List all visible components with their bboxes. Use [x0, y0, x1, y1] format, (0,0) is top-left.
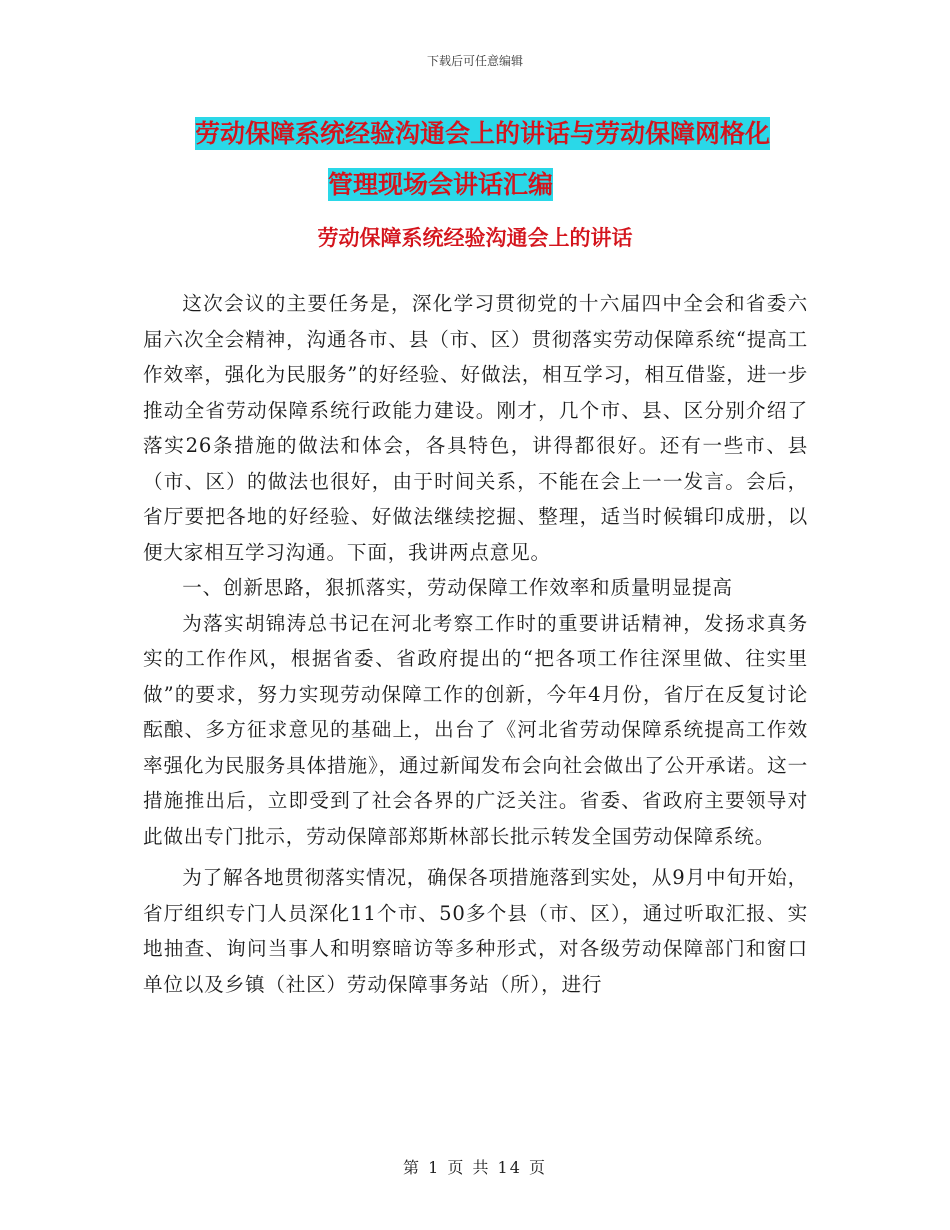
paragraph-3: 为落实胡锦涛总书记在河北考察工作时的重要讲话精神，发扬求真务实的工作作风，根据省委、省政府提出的“把各项工作往深里做、往实里做”的要求，努力实现劳动保障工作的创新，今年4月份，省厅在反复讨论酝酿、多方征求意见的基础上，出台了《河北省劳动保障系统提高工作效率强化为民服务具体措施》，通过新闻发布会向社会做出了公开承诺。这一措施推出后，立即受到了社会各界的广泛关注。省委、省政府主要领导对此做出专门批示，劳动保障部郑斯林部长批示转发全国劳动保障系统。 [143, 611, 808, 848]
page-number-footer: 第 1 页 共 14 页 [403, 1158, 547, 1177]
paragraph-2-subheading: 一、创新思路，狠抓落实，劳动保障工作效率和质量明显提高 [182, 576, 733, 599]
title-line-1: 劳动保障系统经验沟通会上的讲话与劳动保障网格化 [195, 119, 771, 148]
document-title [140, 108, 820, 210]
section-heading: 劳动保障系统经验沟通会上的讲话 [317, 226, 633, 250]
page-header-note: 下载后可任意编辑 [426, 54, 523, 68]
document-body [143, 286, 808, 1002]
paragraph-1: 这次会议的主要任务是，深化学习贯彻党的十六届四中全会和省委六届六次全会精神，沟通各市、县（市、区）贯彻落实劳动保障系统“提高工作效率，强化为民服务”的好经验、好做法，相互学习，相互借鉴，进一步推动全省劳动保障系统行政能力建设。刚才，几个市、县、区分别介绍了落实26条措施的做法和体会，各具特色，讲得都很好。还有一些市、县（市、区）的做法也很好，由于时间关系，不能在会上一一发言。会后，省厅要把各地的好经验、好做法继续挖掘、整理，适当时候辑印成册，以便大家相互学习沟通。下面，我讲两点意见。 [143, 292, 808, 564]
paragraph-4: 为了解各地贯彻落实情况，确保各项措施落到实处，从9月中旬开始，省厅组织专门人员深化11个市、50多个县（市、区），通过听取汇报、实地抽查、询问当事人和明察暗访等多种形式，对各级劳动保障部门和窗口单位以及乡镇（社区）劳动保障事务站（所），进行 [143, 866, 808, 996]
title-line-2: 管理现场会讲话汇编 [328, 170, 554, 199]
